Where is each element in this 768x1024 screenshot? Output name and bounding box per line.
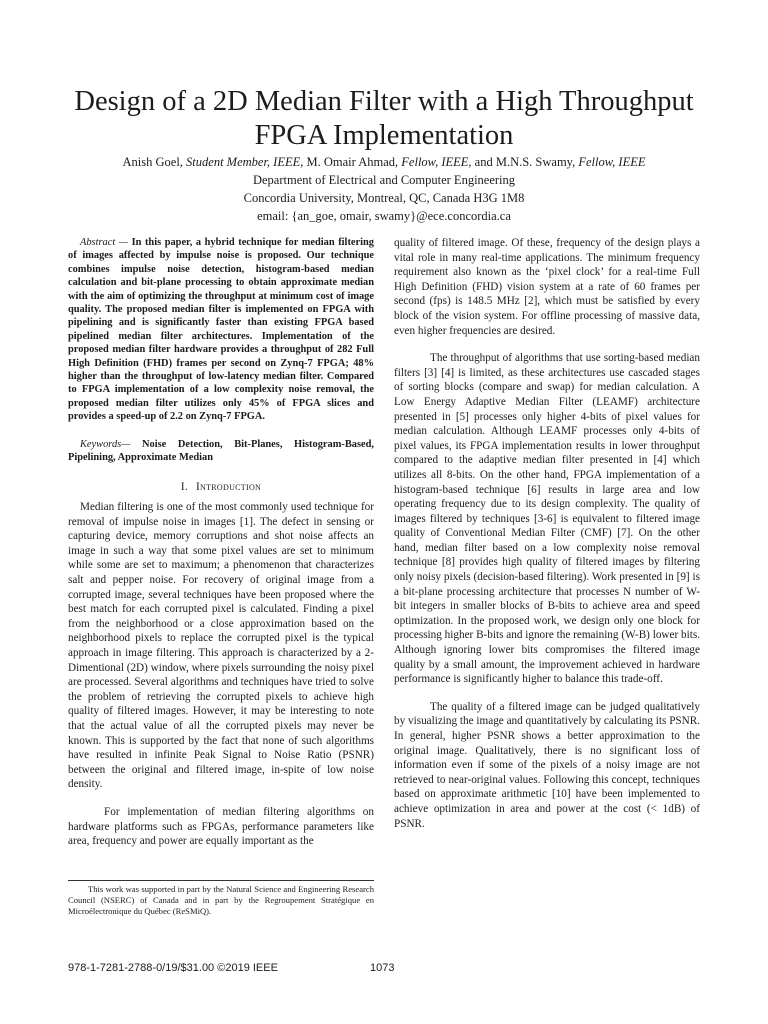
page-number: 1073 <box>370 962 395 974</box>
right-paragraph-2: The throughput of algorithms that use sorting-based median filters [3] [4] is limited, as these architectures use cascaded stages of sorting blocks (compare and swap) for median calculation. A Low Energy Adaptive Median Filter (LEAMF) architecture presented in [5] processes only higher 4-bits of pixel values for median calculation. Although LEAMF processes only 4-bits of pixel values, its FPGA implementation results in lower throughput compared to the adaptive median filter presented in [4] which utilizes all 8-bits. On the other hand, FPGA implementation of a histogram-based technique [6] results in large area and low operating frequency due to its design complexity. The quality of images filtered by techniques [3-6] is equivalent to filtered image quality of Conventional Median Filter (CMF) [7]. On the other hand, median filter based on a low complexity noise removal technique [8] provides high quality of filtered images by filtering only noisy pixels (decision-based filtering). Work presented in [9] is a bit-plane processing architecture that processes N number of W-bit integers in smaller blocks of B-bits to achieve area and speed optimization. In the proposed work, we design only one block for processing higher B-bits and ignore the remaining (W-B) lower bits. Although ignoring lower bits compromises the filtered image quality by a small amount, the improvement achieved in hardware performance is significantly higher to balance this trade-off. <box>394 352 700 686</box>
university: Concordia University, Montreal, QC, Canada H3G 1M8 <box>243 191 525 205</box>
author-3-role: Fellow, IEEE <box>578 155 646 169</box>
author-2: , M. Omair Ahmad, <box>300 155 402 169</box>
abstract-lead: Abstract — <box>80 237 129 248</box>
left-column <box>68 236 374 849</box>
right-paragraph-3: The quality of a filtered image can be judged qualitatively by visualizing the image and quantitatively by calculating its PSNR. In general, higher PSNR shows a better approximation to the original image. Qualitatively, there is no significant loss of information even if some of the pixels of a noisy image are not retrieved to near-original values. Following this concept, techniques based on approximate arithmetic [10] have been implemented to achieve optimization in area and power at the cost (< 1dB) of PSNR. <box>394 700 700 830</box>
abstract-text: In this paper, a hybrid technique for median filtering of images affected by impulse noise is proposed. Our technique combines impulse noise detection, histogram-based median calculation and bit-plane processing to obtain approximate median with the aim of optimizing the throughput at minimum cost of image quality. The proposed median filter is implemented on FPGA with pipelining and is significantly faster than existing FPGA based pipelined median filter architectures. Implementation of the proposed median filter hardware provides a throughput of 282 Full High Definition (FHD) frames per second on Zynq-7 FPGA; 48% higher than the throughput of low-latency median filter. Compared to FPGA implementation of a low complexity noise removal, the proposed median filter utilizes only 45% of FPGA slices and provides a speed-up of 2.2 on Zynq-7 FPGA. <box>68 237 374 423</box>
right-column <box>394 236 700 831</box>
intro-paragraph-1: Median filtering is one of the most commonly used technique for removal of impulse noise in images [1]. The defect in sensing or capturing device, memory corruptions and shot noise affects an image in such a way that some pixel values are set to minimum while some are set to maximum; a phenomenon that characterizes salt and pepper noise. For recovery of original image from a corrupted image, several techniques have been proposed where the best match for each corrupted pixel is calculated. Finding a pixel from the neighborhood or a close approximation based on the neighborhood pixels to replace the corrupted pixel is the typical approach in image filtering. This approach is characterized by a 2-Dimentional (2D) window, where pixels surrounding the noisy pixel are processed. Several algorithms and techniques have tried to solve the problem of retrieving the corrupted pixels to achieve high quality of filtered images. However, it may be interesting to note that the actual value of all the corrupted pixels may never be known. This is supported by the fact that none of such algorithms have resulted in infinite Peak Signal to Noise Ratio (PSNR) between the original and filtered image, in-spite of low noise density. <box>68 501 374 791</box>
funding-footnote: This work was supported in part by the Natural Science and Engineering Research Council (NSERC) of Canada and in part by the Regroupement Stratégique en Microélectronique du Québec (ReSMiQ). <box>68 884 374 916</box>
email: email: {an_goe, omair, swamy}@ece.concordia.ca <box>257 209 511 223</box>
section-heading-introduction <box>68 480 374 495</box>
author-1-role: Student Member, IEEE <box>186 155 301 169</box>
author-2-role: Fellow, IEEE <box>401 155 469 169</box>
keywords-lead: Keywords— <box>80 438 131 450</box>
author-list <box>40 153 728 171</box>
author-block <box>40 153 728 225</box>
title-line-1: Design of a 2D Median Filter with a High Throughput <box>74 86 694 118</box>
author-3: , and M.N.S. Swamy, <box>468 155 579 169</box>
keywords-text: Noise Detection, Bit-Planes, Histogram-Based, Pipelining, Approximate Median <box>68 438 374 464</box>
section-title: Introduction <box>196 480 262 493</box>
paper-title <box>40 85 728 153</box>
intro-paragraph-2: For implementation of median filtering algorithms on hardware platforms such as FPGAs, performance parameters like area, frequency and power are equally important as the <box>68 805 374 848</box>
section-number: I. <box>180 480 188 493</box>
author-1: Anish Goel, <box>122 155 187 169</box>
right-paragraph-1: quality of filtered image. Of these, frequency of the design plays a vital role in many real-time applications. The minimum frequency requirement also known as the ‘pixel clock’ for a real-time Full High Definition (FHD) vision system at a rate of 60 frames per second (fps) is 148.5 MHz [2], which must be satisfied by every block of the vision system. For offline processing of massive data, even higher frequencies are desired. <box>394 237 700 337</box>
footnote-divider <box>68 880 374 881</box>
department: Department of Electrical and Computer Engineering <box>252 173 516 187</box>
affiliation <box>40 171 728 225</box>
title-line-2: FPGA Implementation <box>254 120 514 152</box>
keywords <box>68 438 374 465</box>
abstract <box>68 236 374 424</box>
footer-isbn: 978-1-7281-2788-0/19/$31.00 ©2019 IEEE <box>68 962 278 974</box>
